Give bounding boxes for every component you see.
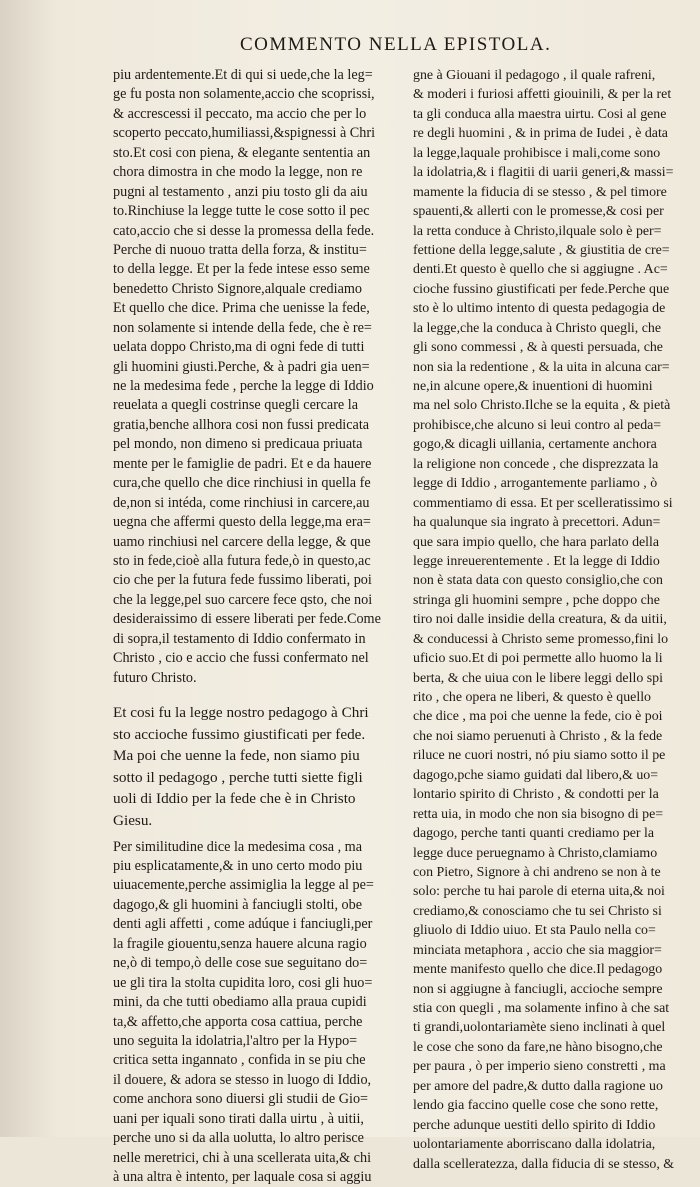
text-line: cio che per la futura fede fussimo liberati, poi bbox=[113, 572, 372, 589]
text-line: uiuacemente,perche assimiglia la legge al pe= bbox=[113, 877, 374, 894]
text-line: la retta conduce à Christo,ilquale solo è per= bbox=[413, 223, 662, 239]
text-line: per paura , ò per imperio sieno constretti , ma bbox=[413, 1059, 666, 1075]
text-line: Christo , cio e accio che fussi confermato nel bbox=[113, 650, 369, 667]
text-line: legge di Iddio , arrogantemente parliamo , ò bbox=[413, 476, 658, 492]
text-line: Et quello che dice. Prima che uenisse la fede, bbox=[113, 300, 370, 317]
text-line: che noi siamo peruenuti à Christo , & la fede bbox=[413, 728, 663, 744]
text-line: ta gli conduca alla maestra uirtu. Cosi al gene bbox=[413, 106, 667, 122]
text-line: gliuolo di Iddio uiuo. Et sta Paulo nella co= bbox=[413, 923, 656, 939]
text-line: riluce ne cuori nostri, nó piu siamo sotto il pe bbox=[413, 748, 666, 764]
text-line: dagogo,& gli huomini à fanciugli stolti, obe bbox=[113, 896, 363, 913]
text-line: & conducessi à Christo seme promesso,fini lo bbox=[413, 631, 669, 647]
text-line: de,non si intéda, come rinchiusi in carcere,au bbox=[113, 494, 370, 511]
text-line: scoperto peccato,humiliassi,&spignessi à Chri bbox=[113, 125, 376, 142]
text-line: mente manifesto quello che dice.Il pedagogo bbox=[413, 962, 663, 978]
text-line: fettione della legge,salute , & giustitia de cre= bbox=[413, 242, 670, 258]
text-line: la idolatria,& i flagitii di uarii generi,& massi= bbox=[413, 165, 674, 181]
text-line: ge fu posta non solamente,accio che scoprissi, bbox=[113, 86, 375, 103]
text-line: à una altra è intento, per laquale cosa si aggiu bbox=[113, 1169, 372, 1185]
text-line: crediamo,& conosciamo che tu sei Christo si bbox=[413, 903, 662, 919]
text-line: cura,che quello che dice rinchiusi in quella fe bbox=[113, 475, 371, 492]
text-line: perche uno si da alla uolutta, lo altro perisce bbox=[113, 1130, 364, 1147]
text-line: uficio suo.Et di poi permette allo huomo la li bbox=[413, 651, 663, 667]
text-line: retta uia, in modo che non sia bisogno di pe= bbox=[413, 806, 664, 822]
text-line: critica setta ingannato , confida in se piu che bbox=[113, 1052, 366, 1069]
text-line: lendo gia faccino quelle cose che sono rette, bbox=[413, 1098, 659, 1114]
text-line: futuro Christo. bbox=[113, 669, 197, 686]
right-column bbox=[413, 66, 700, 1174]
text-line: ne,ò di tempo,ò delle cose sue seguitano do= bbox=[113, 955, 368, 972]
text-line: non sia la redentione , & la uita in alcuna car= bbox=[413, 359, 670, 375]
text-line: uoli di Iddio per la fede che è in Christo bbox=[113, 790, 356, 808]
text-line: legge duce peruegnamo à Christo,clamiamo bbox=[413, 845, 658, 861]
text-line: dagogo, perche tanti quanti crediamo per la bbox=[413, 826, 655, 842]
text-line: sto in fede,cioè alla futura fede,ò in questo,ac bbox=[113, 552, 371, 569]
text-line: Per similitudine dice la medesima cosa , ma bbox=[113, 838, 363, 855]
text-line: to della legge. Et per la fede intese esso seme bbox=[113, 261, 370, 278]
text-line: gogo,& dicagli uillania, certamente anchora bbox=[413, 437, 657, 453]
text-line: uani per iquali sono tirati dalla uirtu , à uitii, bbox=[113, 1110, 364, 1127]
text-line: non è stata data con questo consiglio,che con bbox=[413, 573, 663, 589]
text-line: stringa gli huomini sempre , pche doppo che bbox=[413, 592, 660, 608]
text-line: cioche fussino giustificati per fede.Perche que bbox=[413, 281, 670, 297]
text-line: ma nel solo Christo.Ilche se la equita , & pietà bbox=[413, 398, 671, 414]
text-line: to.Rinchiuse la legge tutte le cose sotto il pec bbox=[113, 203, 370, 220]
text-line: la fragile giouentu,senza hauere alcuna ragio bbox=[113, 935, 367, 952]
text-line: dagogo,pche siamo guidati dal libero,& uo= bbox=[413, 767, 659, 783]
text-line: rito , che opera ne liberi, & questo è quello bbox=[413, 690, 651, 705]
text-line: spauenti,& allerti con le promesse,& cosi per bbox=[413, 204, 664, 220]
text-line: ne,in alcune opere,& inuentioni di huomini bbox=[413, 379, 653, 394]
text-line: commentiamo di essa. Et per scelleratissimo si bbox=[413, 495, 673, 511]
text-line: la legge,laquale prohibisce i mali,come sono bbox=[413, 145, 661, 161]
text-line: Et cosi fu la legge nostro pedagogo à Chri bbox=[113, 704, 369, 721]
text-line: che dice , ma poi che uenne la fede, cio è poi bbox=[413, 709, 663, 725]
text-line: ha qualunque sia ingrato à precettori. Adun= bbox=[413, 515, 661, 531]
text-line: perche adunque uestiti dello spirito di Iddio bbox=[413, 1117, 656, 1133]
text-line: con Pietro, Signore à chi andreno se non à te bbox=[413, 864, 661, 880]
text-line: tiro noi dalle insidie della creatura, & da uitii, bbox=[413, 612, 667, 628]
text-line: gne à Giouani il pedagogo , il quale rafreni, bbox=[413, 68, 656, 83]
text-line: sto.Et cosi con piena, & elegante sententia an bbox=[113, 144, 371, 161]
text-line: Ma poi che uenne la fede, non siamo piu bbox=[113, 747, 360, 765]
text-line: minciata metaphora , accio che sia maggior= bbox=[413, 942, 662, 958]
text-line: che la legge,pel suo carcere fece qsto, che noi bbox=[113, 591, 373, 608]
left-paragraph-2 bbox=[113, 702, 408, 832]
text-line: reuelata a quegli costrinse quegli cercare la bbox=[113, 397, 358, 414]
text-line: gratia,benche allhora cosi non fussi predicata bbox=[113, 416, 370, 433]
text-line: mente per le famiglie de padri. Et e da hauere bbox=[113, 455, 372, 472]
text-line: la legge,che la conduca à Christo quegli, che bbox=[413, 320, 662, 336]
text-line: & moderi i furiosi affetti giouinili, & per la ret bbox=[413, 87, 672, 103]
text-line: Giesu. bbox=[113, 811, 153, 829]
text-line: come anchora sono diuersi gli studii de Gio= bbox=[113, 1091, 369, 1108]
right-paragraph bbox=[413, 66, 700, 1174]
text-line: uno seguita la idolatria,l'altro per la Hypo= bbox=[113, 1032, 358, 1049]
text-line: per amore del padre,& dutto dalla ragione uo bbox=[413, 1078, 663, 1094]
text-line: ne la medesima fede , perche la legge di Iddio bbox=[113, 378, 374, 394]
text-line: cato,accio che si desse la promessa della fede. bbox=[113, 222, 375, 239]
text-line: legge inreuerentemente . Et la legge di Iddio bbox=[413, 553, 660, 569]
text-line: uegna che affermi questo della legge,ma era= bbox=[113, 514, 371, 531]
text-line: il douere, & adora se stesso in luogo di Iddio, bbox=[113, 1071, 372, 1088]
text-line: prohibisce,che alcuno si leui contro al peda= bbox=[413, 417, 662, 433]
left-paragraph-3 bbox=[113, 838, 408, 1187]
text-line: sto accioche fussimo giustificati per fede. bbox=[113, 725, 366, 743]
text-line: di sopra,il testamento di Iddio confermato in bbox=[113, 630, 366, 647]
text-line: & accrescessi il peccato, ma accio che per lo bbox=[113, 105, 367, 122]
text-line: uelata doppo Christo,ma di ogni fede di tutti bbox=[113, 339, 365, 356]
text-line: sto è lo ultimo intento di questa pedagogia de bbox=[413, 301, 666, 317]
text-line: la religione non concede , che disprezzata la bbox=[413, 456, 659, 472]
text-line: ue gli tira la stolta cupidita loro, cosi gli huo= bbox=[113, 974, 373, 991]
text-line: piu ardentemente.Et di qui si uede,che la leg= bbox=[113, 67, 373, 83]
text-line: gli sono commessi , & à questi persuada, che bbox=[413, 340, 663, 356]
text-line: que sara impio quello, che hara parlato della bbox=[413, 534, 660, 550]
text-line: le cose che sono da fare,ne hàno bisogno,che bbox=[413, 1039, 663, 1055]
page-title: COMMENTO NELLA EPISTOLA. bbox=[240, 34, 552, 55]
text-line: stia con quegli , ma solamente infino à che sat bbox=[413, 1001, 670, 1016]
text-line: uolontariamente aborriscano dalla idolatria, bbox=[413, 1137, 656, 1153]
text-line: denti.Et questo è quello che si aggiugne . Ac= bbox=[413, 262, 668, 278]
text-line: ti grandi,uolontariamète sieno inclinati à quel bbox=[413, 1020, 666, 1036]
text-line: non si aggiugne à fanciugli, accioche sempre bbox=[413, 981, 663, 997]
text-line: chora dimostra in che modo la legge, non re bbox=[113, 164, 363, 181]
text-line: sotto il pedagogo , perche tutti siette figli bbox=[113, 768, 363, 786]
text-line: pugni al testamento , anzi piu tosto gli da aiu bbox=[113, 183, 368, 200]
text-line: mini, da che tutti obediamo alla praua cupidi bbox=[113, 994, 367, 1011]
text-line: solo: perche tu hai parole di eterna uita,& noi bbox=[413, 884, 665, 900]
left-paragraph-1 bbox=[113, 66, 408, 688]
text-line: desideraissimo di essere liberati per fede.Come bbox=[113, 611, 381, 628]
text-line: piu esplicatamente,& in uno certo modo piu bbox=[113, 858, 363, 874]
text-line: denti agli affetti , come adúque i fanciugli,per bbox=[113, 916, 373, 933]
text-line: benedetto Christo Signore,alquale crediamo bbox=[113, 280, 362, 297]
text-line: nelle meretrici, chi à una scellerata uita,& chi bbox=[113, 1149, 372, 1166]
text-line: uamo rinchiusi nel carcere della legge, & que bbox=[113, 533, 371, 550]
text-line: gli huomini giusti.Perche, & à padri gia uen= bbox=[113, 358, 370, 375]
text-line: dalla scelleratezza, dalla fiducia di se stesso, & bbox=[413, 1156, 675, 1172]
text-line: lontario spirito di Christo , & condotti per la bbox=[413, 787, 659, 803]
text-line: berta, & che uiua con le libere leggi dello spi bbox=[413, 670, 663, 686]
text-line: re degli huomini , & in prima de Iudei , è data bbox=[413, 126, 668, 142]
text-line: pel mondo, non dimeno si predicaua priuata bbox=[113, 436, 363, 453]
running-header bbox=[240, 34, 560, 56]
text-line: ta,& affetto,che apporta cosa cattiua, perche bbox=[113, 1013, 363, 1030]
text-line: mamente la fiducia di se stesso , & pel timore bbox=[413, 184, 667, 200]
left-column bbox=[113, 66, 408, 1187]
text-line: non solamente si intende della fede, che è re= bbox=[113, 319, 372, 336]
text-line: Perche di nuouo tratta della forza, & institu= bbox=[113, 241, 367, 258]
